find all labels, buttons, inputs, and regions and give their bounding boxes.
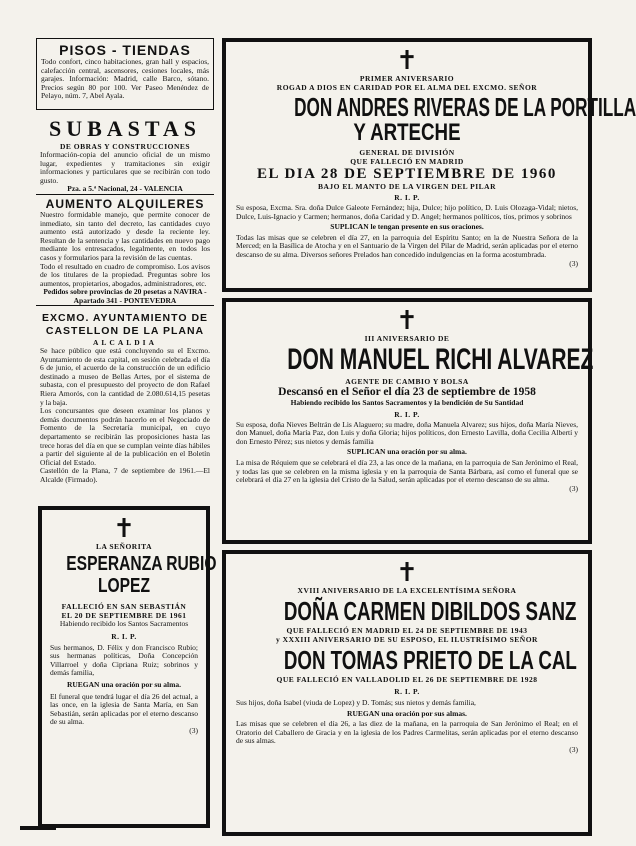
- ad-title: SUBASTAS: [48, 116, 202, 141]
- obit-anniversary-2: y XXXIII ANIVERSARIO DE SU ESPOSO, EL ILUSTRÍSIMO SEÑOR: [276, 635, 538, 644]
- obit-ruegan: RUEGAN una oración por sus almas.: [347, 708, 467, 718]
- cross-icon: ✝: [396, 46, 418, 76]
- page-bottom-mark: [20, 826, 56, 830]
- obit-masses: Las misas que se celebren el día 26, a las diez de la mañana, en la parroquia de San Jerónimo el Real; en el Oratorio del Caballero de Gracia y en la iglesia de los Padres Carmelitas, serán aplicadas por el eterno descanso de sus almas.: [236, 719, 578, 746]
- subastas-ad: [36, 114, 214, 192]
- notice-label: ALCALDIA: [92, 338, 157, 347]
- obit-anniversary: PRIMER ANIVERSARIO: [359, 74, 455, 83]
- obit-date: EL 20 DE SEPTIEMBRE DE 1961: [61, 611, 187, 620]
- ad-body: Nuestro formidable manejo, que permite conocer de inmediato, sin tanto del decreto, las cantidades cuyo aumento está autorizado y desde la reciente ley. Resultan de la sentencia y las cantidades en nuevo pago mediante los entresacados, legalmente, en todos los casos y formularios para la revisión de las cuentas.: [40, 210, 210, 262]
- obit-ruegan: RUEGAN una oración por su alma.: [66, 679, 182, 689]
- esperanza-obituary: [38, 506, 217, 828]
- obit-family: Su esposa, Excma. Sra. doña Dulce Galeote Fernández; hija, Dulce; hijo político, D. Luis Olozaga-Vidal; nietos, Dulce, Luis-Ignacio y Carmen; hermanos, doña Caridad y D. Angel; hermanos políticos, tíos, primos y sobrinos: [236, 203, 578, 221]
- cross-icon: ✝: [396, 558, 418, 588]
- obit-manto: BAJO EL MANTO DE LA VIRGEN DEL PILAR: [318, 182, 496, 191]
- obit-anniversary-1: XVIII ANIVERSARIO DE LA EXCELENTÍSIMA SEÑORA: [297, 586, 517, 595]
- obit-name-1: DOÑA CARMEN DIBILDOS SANZ: [283, 596, 577, 626]
- obit-rest: Descansó en el Señor el día 23 de septiembre de 1958: [278, 386, 536, 398]
- obit-family: Su esposa, doña Nieves Beltrán de Lis Alaguero; su madre, doña Manuela Alvarez; sus hijos, doña María Nieves, don Manuel, doña María Paz, don Luis y doña Gloria; hijos políticos, don Ernesto Lavilla, doña Cecilia Albertí y don Ernesto Pérez; sus nietos y demás familia: [236, 419, 578, 446]
- dibildos-prieto-obituary: [222, 550, 592, 836]
- cross-icon: ✝: [396, 306, 418, 336]
- ad-title: PISOS - TIENDAS: [59, 42, 191, 58]
- obit-suplican: SUPLICAN le tengan presente en sus oraciones.: [330, 222, 484, 232]
- obit-died-1: QUE FALLECIÓ EN MADRID EL 24 DE SEPTIEMBRE DE 1943: [286, 626, 528, 635]
- aumento-alquileres-ad: [36, 194, 214, 306]
- obit-name-2: Y ARTECHE: [353, 119, 461, 146]
- pisos-tiendas-ad: [36, 38, 214, 110]
- obit-code: (3): [569, 744, 578, 754]
- obit-masses: La misa de Réquiem que se celebrará el día 23, a las once de la mañana, en la parroquia de San Jerónimo el Real, y todas las que se celebren en la misma iglesia y en la parroquia de Santa Bárbara, así como el funeral que se celebrará el día 27 en la iglesia del Cristo de la Salud, serán aplicadas por el eterno descanso de su alma.: [236, 457, 578, 485]
- notice-body-2: Los concursantes que deseen examinar los planos y demás documentos podrán hacerlo en el Negociado de Fomento de la Secretaría municipal, en cuyo departamento se recibirán las proposiciones hasta las trece horas del día en que se cumplan veinte días hábiles a partir del siguiente al de la publicación en el Boletín Oficial del Estado.: [40, 406, 210, 467]
- obit-rip: R. I. P.: [394, 687, 420, 696]
- obit-code: (3): [569, 483, 578, 493]
- ayuntamiento-notice: [36, 310, 214, 494]
- obit-funeral: El funeral que tendrá lugar el día 26 del actual, a las once, en la iglesia de Santa María, en San Sebastián, serán aplicadas por el eterno descanso de su alma.: [50, 691, 198, 727]
- obit-anniversary: III ANIVERSARIO DE: [364, 334, 450, 343]
- obit-rip: R. I. P.: [394, 193, 420, 202]
- richi-obituary: [222, 298, 592, 544]
- obit-name-1: ESPERANZA RUBIO: [66, 553, 217, 575]
- andres-riveras-obituary: [222, 38, 636, 292]
- obit-family: Sus hijos, doña Isabel (viuda de Lopez) y D. Tomás; sus nietos y demás familia,: [236, 698, 476, 707]
- obit-rip: R. I. P.: [111, 631, 137, 641]
- ad-address: Pza. a 5.ª Nacional, 24 - VALENCIA: [67, 184, 183, 194]
- obit-name-1: DON ANDRES RIVERAS DE LA PORTILLA: [294, 92, 636, 122]
- ad-footer: Pedidos sobre provincias de 20 pesetas a NAVIRA - Apartado 341 - PONTEVEDRA: [43, 287, 207, 305]
- obit-code: (3): [569, 258, 578, 268]
- obit-title: AGENTE DE CAMBIO Y BOLSA: [345, 377, 469, 386]
- obit-rogad: ROGAD A DIOS EN CARIDAD POR EL ALMA DEL EXCMO. SEÑOR: [276, 83, 538, 92]
- ad-body: Todo confort, cinco habitaciones, gran hall y espacios, calefacción central, ascensores, cesiones locales, más garajes. Información: Madrid, calle Barco, sótano. Precios según 80 por 100. Ver Paseo Menéndez de Pelayo, núm. 7, Abel Ayala.: [41, 57, 209, 101]
- obit-died-2: QUE FALLECIÓ EN VALLADOLID EL 26 DE SEPTIEMBRE DE 1928: [276, 675, 538, 684]
- notice-sign: Castellón de la Plana, 7 de septiembre de 1961.—El Alcalde (Firmado).: [40, 466, 210, 484]
- obit-code: (3): [189, 725, 198, 735]
- obit-rip: R. I. P.: [394, 409, 420, 419]
- ad-body: Información-copia del anuncio oficial de un mismo lugar, expedientes y tramitaciones sin exigir informaciones y particulares que se recibirán con todo gusto.: [40, 150, 210, 185]
- obit-date: EL DIA 28 DE SEPTIEMBRE DE 1960: [257, 166, 557, 182]
- obit-suplican: SUPLICAN una oración por su alma.: [347, 447, 467, 457]
- ad-subtitle: DE OBRAS Y CONSTRUCCIONES: [59, 142, 191, 151]
- cross-icon: ✝: [113, 514, 135, 544]
- obit-sacraments: Habiendo recibido los Santos Sacramentos: [59, 619, 189, 628]
- obit-masses: Todas las misas que se celebren el día 27, en la parroquia del Espíritu Santo; en la de Nuestra Señora de la Merced; en la Basílica de Atocha y en el Santuario de la Virgen del Pilar de Madrid, serán aplicadas por el eterno descanso de su alma. Diversos señores Prelados han concedido indulgencias en la forma acostumbrada.: [236, 232, 578, 259]
- obit-died: FALLECIÓ EN SAN SEBASTIÁN: [61, 602, 187, 611]
- notice-body: Se hace público que está concluyendo su el Excmo. Ayuntamiento de esta capital, en sesión celebrada el día 6 de junio, el acuerdo de la construcción de un edificio destinado a museo de Bellas Artes, por el sistema de subasta, con el presupuesto del proyecto de don Rafael Riera Amorós, con la cantidad de 2.080.614,15 pesetas y la baja.: [40, 346, 210, 407]
- obit-died: QUE FALLECIÓ EN MADRID: [350, 157, 464, 166]
- obit-family: Sus hermanos, D. Félix y don Francisco Rubio; sus hermanas políticas, Doña Concepción Villarroel y doña Cipriana Ruiz; sobrinos y demás familia,: [50, 642, 198, 678]
- ad-title: AUMENTO ALQUILERES: [45, 197, 205, 211]
- obit-name: DON MANUEL RICHI ALVAREZ: [287, 343, 594, 376]
- obit-sacraments: Habiendo recibido los Santos Sacramentos y la bendición de Su Santidad: [290, 398, 524, 407]
- obit-name-2: DON TOMAS PRIETO DE LA CAL: [283, 645, 577, 675]
- obit-name-2: LOPEZ: [97, 575, 150, 597]
- obit-rank: GENERAL DE DIVISIÓN: [359, 148, 455, 157]
- obit-intro: LA SEÑORITA: [95, 542, 152, 551]
- ad-body-2: Todo el resultado en cuadro de compromiso. Los avisos de los titulares de la propiedad. Preguntas sobre los aumentos, propietarios, abogados, administradores, etc.: [40, 261, 210, 288]
- notice-title: EXCMO. AYUNTAMIENTO DE CASTELLON DE LA PLANA: [41, 312, 209, 337]
